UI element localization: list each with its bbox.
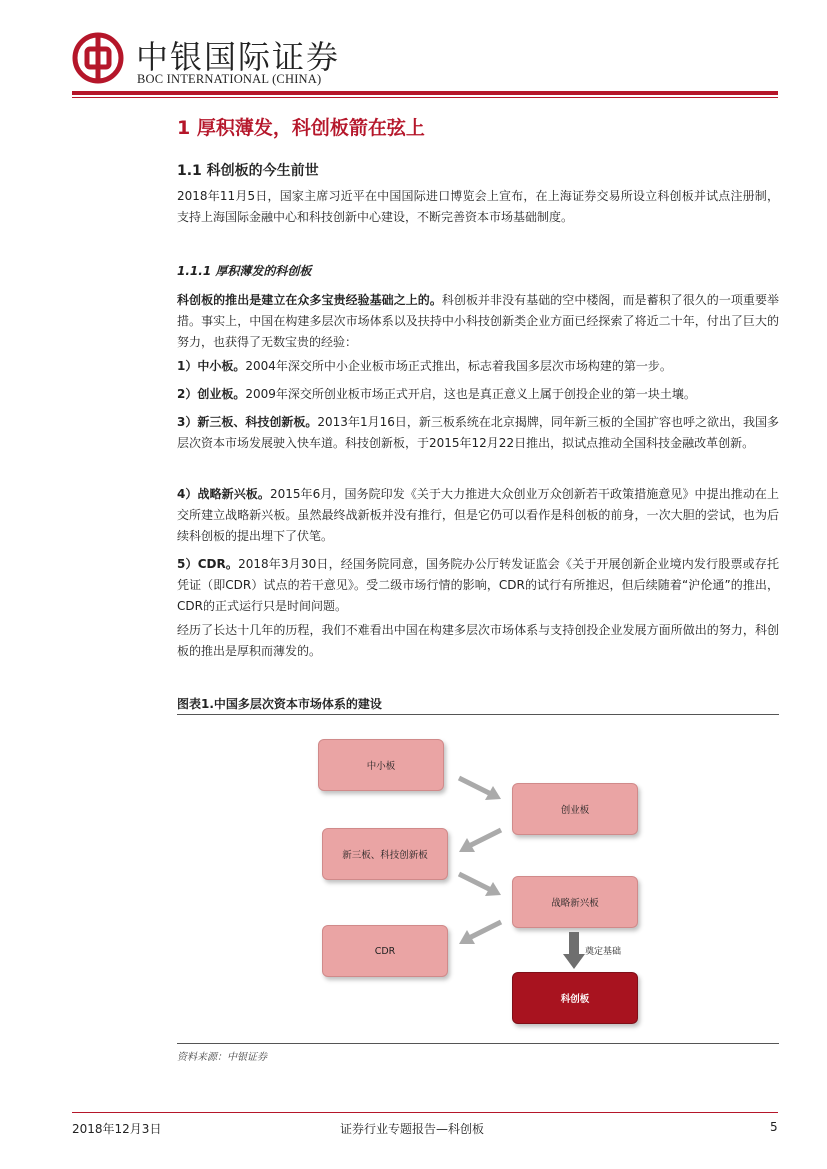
boc-logo-icon (72, 32, 124, 84)
box-gem: 创业板 (512, 783, 638, 835)
list-item (177, 412, 779, 454)
figure-title: 图表1.中国多层次资本市场体系的建设 (177, 697, 382, 711)
item-text: 2013年1月16日，新三板系统在北京揭牌，同年新三板的全国扩容也呼之欲出，我国多层次资本市场发展驶入快车道。科技创新板，于2015年12月22日推出，拟试点推动全国科技金融改革创新。 (177, 415, 779, 450)
figure-bottom-rule (177, 1043, 779, 1044)
box-neeq: 新三板、科技创新板 (322, 828, 448, 880)
item-label: 5）CDR。 (177, 557, 239, 571)
section-heading: 1 厚积薄发，科创板箭在弦上 (177, 117, 425, 139)
header-rule (72, 91, 778, 95)
box-strategic: 战略新兴板 (512, 876, 638, 928)
lead-text: 科创板并非没有基础的空中楼阁，而是蓄积了很久的一项重要举措。事实上，中国在构建多层次市场体系以及扶持中小科技创新类企业方面已经探索了将近二十年，付出了巨大的努力，也获得了无数宝贵的经验： (177, 293, 779, 349)
arrow-down-left-icon (455, 826, 505, 856)
item-label: 2）创业板。 (177, 387, 246, 401)
box-cdr: CDR (322, 925, 448, 977)
figure-source: 资料来源：中银证券 (177, 1052, 267, 1063)
arrow-down-right-icon (455, 772, 505, 802)
box-star-market: 科创板 (512, 972, 638, 1024)
subsubsection-heading: 1.1.1 厚积薄发的科创板 (177, 264, 312, 278)
arrow-down-right-icon (455, 868, 505, 898)
list-item (177, 356, 779, 377)
box-sme: 中小板 (318, 739, 444, 791)
closing-paragraph: 经历了长达十几年的历程，我们不难看出中国在构建多层次市场体系与支持创投企业发展方面所做出的努力，科创板的推出是厚积而薄发的。 (177, 623, 779, 658)
page-number: 5 (770, 1120, 778, 1134)
footer-date: 2018年12月3日 (72, 1122, 162, 1136)
lead-paragraph (177, 290, 779, 353)
brand-name-en: BOC INTERNATIONAL (CHINA) (137, 72, 322, 86)
header-rule-thin (72, 97, 778, 98)
brand-name-cn: 中银国际证券 (136, 38, 341, 76)
arrow-down-left-icon (455, 918, 505, 948)
footer-title: 证券行业专题报告—科创板 (340, 1122, 485, 1136)
intro-paragraph: 2018年11月5日，国家主席习近平在中国国际进口博览会上宣布，在上海证券交易所设立科创板并试点注册制，支持上海国际金融中心和科技创新中心建设，不断完善资本市场基础制度。 (177, 189, 779, 224)
item-text: 2015年6月，国务院印发《关于大力推进大众创业万众创新若干政策措施意见》中提出推动在上交所建立战略新兴板。虽然最终战新板并没有推行，但是它仍可以看作是科创板的前身，一次大胆的尝试，也为后续科创板的提出埋下了伏笔。 (177, 487, 779, 543)
arrow-down-icon (563, 932, 585, 970)
subsection-heading: 1.1 科创板的今生前世 (177, 163, 319, 179)
item-text: 2009年深交所创业板市场正式开启，这也是真正意义上属于创投企业的第一块土壤。 (245, 387, 696, 401)
list-item (177, 484, 779, 547)
item-label: 3）新三板、科技创新板。 (177, 415, 318, 429)
item-text: 2004年深交所中小企业板市场正式推出，标志着我国多层次市场构建的第一步。 (245, 359, 672, 373)
list-item (177, 384, 779, 405)
footer-rule (72, 1112, 778, 1113)
figure-top-rule (177, 714, 779, 715)
arrow-label: 奠定基础 (585, 947, 622, 957)
item-label: 1）中小板。 (177, 359, 246, 373)
lead-bold: 科创板的推出是建立在众多宝贵经验基础之上的。 (177, 293, 442, 307)
item-label: 4）战略新兴板。 (177, 487, 270, 501)
list-item (177, 554, 779, 617)
item-text: 2018年3月30日，经国务院同意，国务院办公厅转发证监会《关于开展创新企业境内发行股票或存托凭证（即CDR）试点的若干意见》。受二级市场行情的影响，CDR的试行有所推迟，但后续随着“沪伦通”的推出，CDR的正式运行只是时间问题。 (177, 557, 780, 613)
